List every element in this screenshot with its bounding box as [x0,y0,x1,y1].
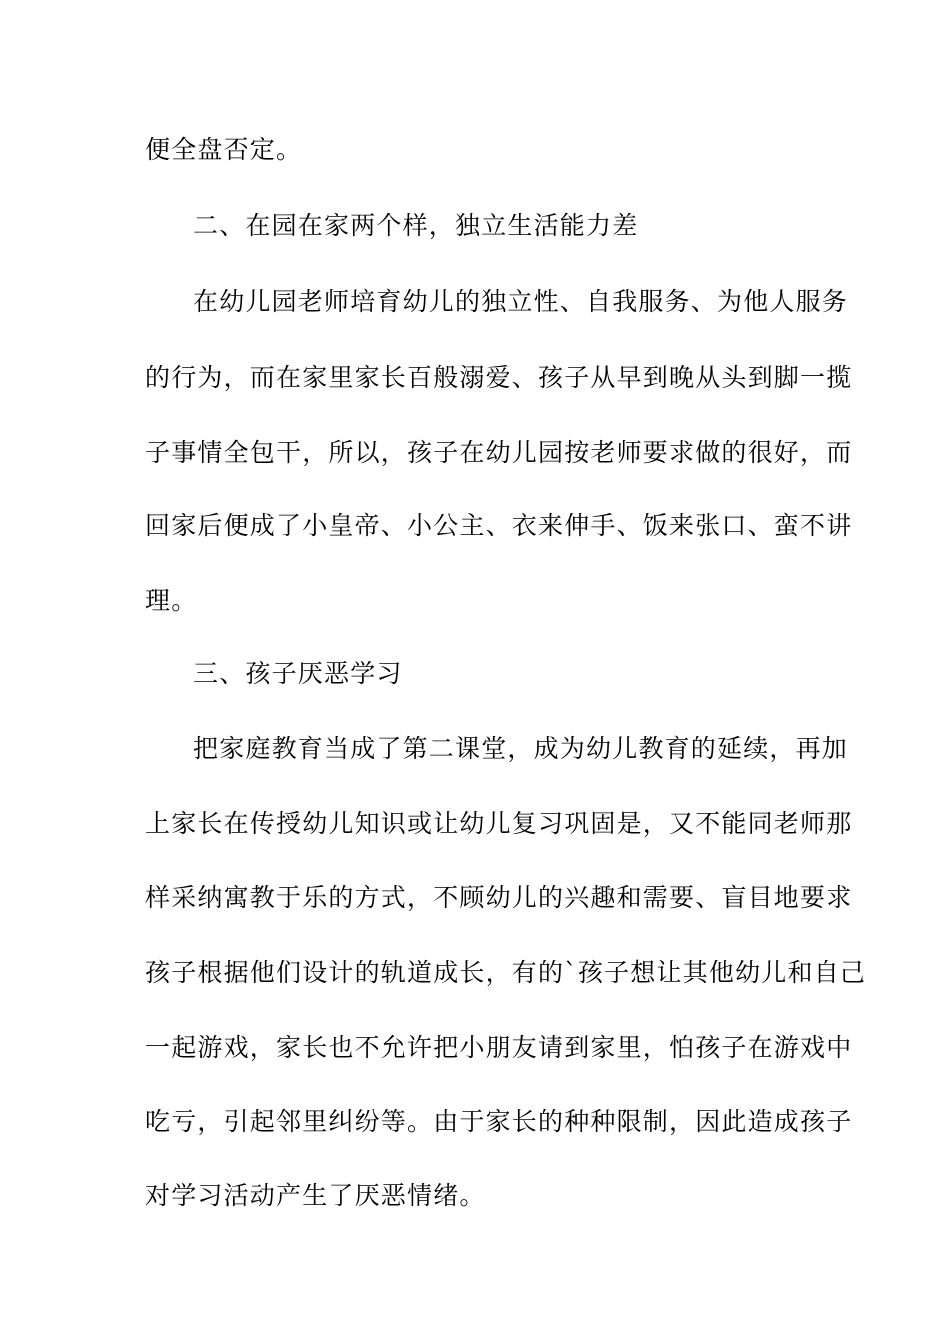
paragraph-line: 把家庭教育当成了第二课堂，成为幼儿教育的延续，再加 [193,734,849,763]
paragraph-line: 吃亏，引起邻里纠纷等。由于家长的种种限制，因此造成孩子 [145,1107,853,1136]
paragraph-line: 的行为，而在家里家长百般溺爱、孩子从早到晚从头到脚一揽 [145,363,853,392]
paragraph-line: 在幼儿园老师培育幼儿的独立性、自我服务、为他人服务 [193,287,849,316]
paragraph-line: 样采纳寓教于乐的方式，不顾幼儿的兴趣和需要、盲目地要求 [145,883,853,912]
section-heading: 三、孩子厌恶学习 [193,659,403,688]
section-heading: 二、在园在家两个样，独立生活能力差 [193,211,639,240]
paragraph-line: 对学习活动产生了厌恶情绪。 [145,1181,486,1210]
paragraph-line: 孩子根据他们设计的轨道成长，有的`孩子想让其他幼儿和自己 [145,958,867,987]
paragraph-line: 回家后便成了小皇帝、小公主、衣来伸手、饭来张口、蛮不讲 [145,511,853,540]
paragraph-line: 子事情全包干，所以，孩子在幼儿园按老师要求做的很好，而 [145,438,853,467]
paragraph-line: 上家长在传授幼儿知识或让幼儿复习巩固是，又不能同老师那 [145,809,853,838]
paragraph-line: 理。 [145,586,198,615]
paragraph-line: 便全盘否定。 [145,135,303,164]
paragraph-line: 一起游戏，家长也不允许把小朋友请到家里，怕孩子在游戏中 [145,1033,853,1062]
